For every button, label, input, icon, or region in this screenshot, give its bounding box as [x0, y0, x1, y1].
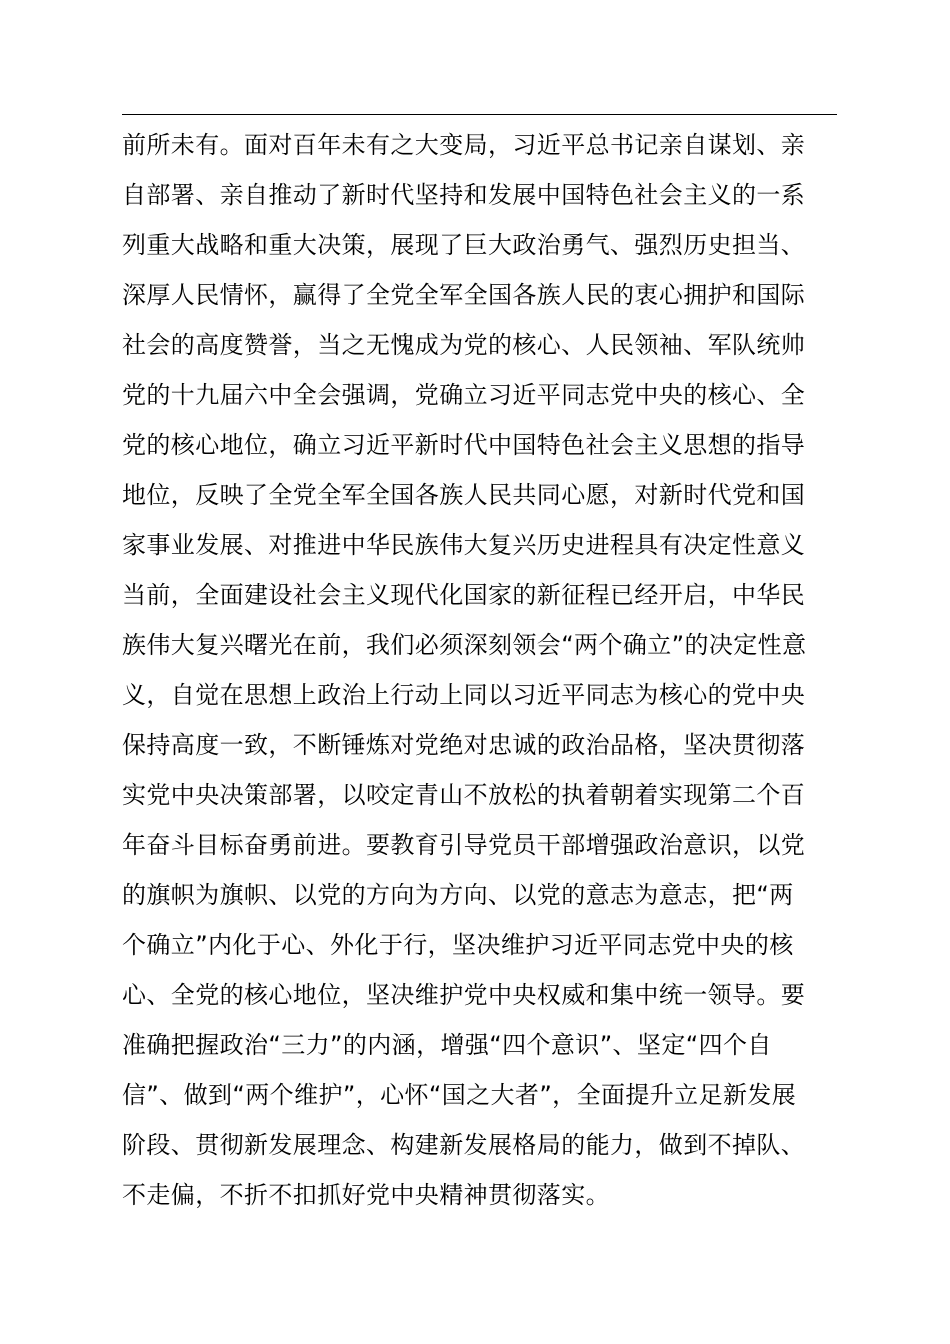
header-rule: [122, 114, 837, 115]
text-line: 家事业发展、对推进中华民族伟大复兴历史进程具有决定性意义: [122, 531, 806, 559]
text-line: 的旗帜为旗帜、以党的方向为方向、以党的意志为意志，把“两: [122, 881, 794, 909]
text-line: 年奋斗目标奋勇前进。要教育引导党员干部增强政治意识，以党: [122, 831, 806, 859]
text-line: 深厚人民情怀，赢得了全党全军全国各族人民的衷心拥护和国际: [122, 281, 806, 309]
text-line: 心、全党的核心地位，坚决维护党中央权威和集中统一领导。要: [122, 981, 806, 1009]
text-line: 保持高度一致，不断锤炼对党绝对忠诚的政治品格，坚决贯彻落: [122, 731, 806, 759]
text-line: 个确立”内化于心、外化于行，坚决维护习近平同志党中央的核: [122, 931, 794, 959]
text-line: 党的核心地位，确立习近平新时代中国特色社会主义思想的指导: [122, 431, 806, 459]
text-line: 社会的高度赞誉，当之无愧成为党的核心、人民领袖、军队统帅: [122, 331, 806, 359]
text-line: 自部署、亲自推动了新时代坚持和发展中国特色社会主义的一系: [122, 181, 806, 209]
text-line: 义，自觉在思想上政治上行动上同以习近平同志为核心的党中央: [122, 681, 806, 709]
text-line: 阶段、贯彻新发展理念、构建新发展格局的能力，做到不掉队、: [122, 1131, 806, 1159]
text-line: 准确把握政治“三力”的内涵，增强“四个意识”、坚定“四个自: [122, 1031, 772, 1059]
text-line: 族伟大复兴曙光在前，我们必须深刻领会“两个确立”的决定性意: [122, 631, 807, 659]
text-line: 地位，反映了全党全军全国各族人民共同心愿，对新时代党和国: [122, 481, 806, 509]
text-line: 党的十九届六中全会强调，党确立习近平同志党中央的核心、全: [122, 381, 806, 409]
text-line: 列重大战略和重大决策，展现了巨大政治勇气、强烈历史担当、: [122, 231, 806, 259]
text-line: 不走偏，不折不扣抓好党中央精神贯彻落实。: [122, 1181, 610, 1209]
body-text: [122, 120, 842, 1220]
text-line: 实党中央决策部署，以咬定青山不放松的执着朝着实现第二个百: [122, 781, 806, 809]
text-line: 前所未有。面对百年未有之大变局，习近平总书记亲自谋划、亲: [122, 131, 806, 159]
text-line: 当前，全面建设社会主义现代化国家的新征程已经开启，中华民: [122, 581, 806, 609]
text-line: 信”、做到“两个维护”，心怀“国之大者”，全面提升立足新发展: [122, 1081, 797, 1109]
